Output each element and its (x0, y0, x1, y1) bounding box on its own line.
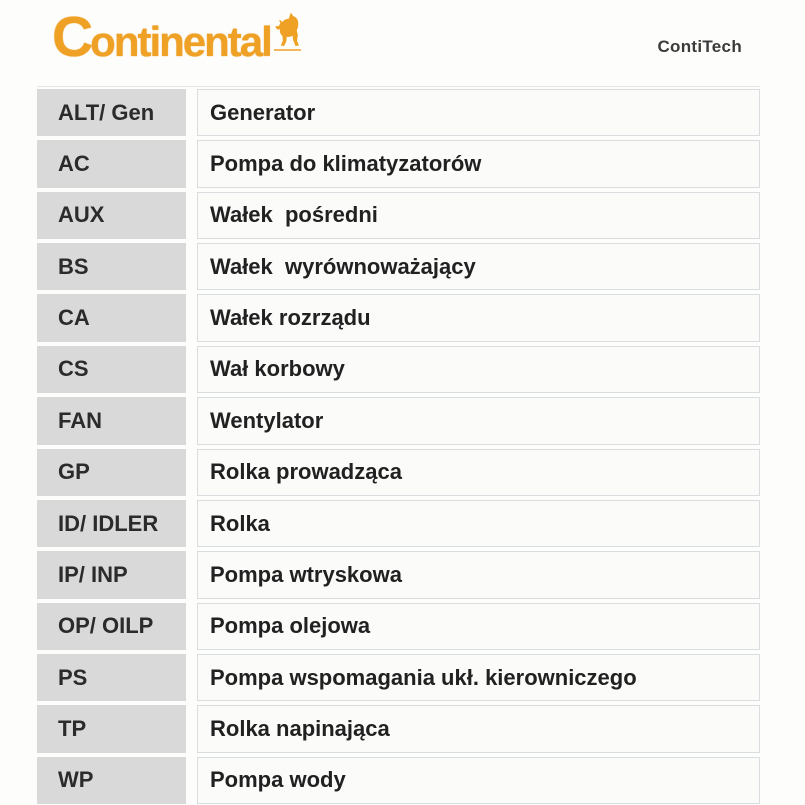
abbr-label: TP (58, 715, 87, 741)
abbr-label: ID/ IDLER (58, 510, 159, 536)
abbr-label: BS (58, 253, 89, 279)
column-gap (186, 654, 197, 701)
table-row (37, 447, 760, 498)
table-row (37, 549, 760, 600)
desc-label: Wałek rozrządu (210, 305, 371, 331)
abbr-cell (37, 346, 186, 393)
desc-cell (197, 397, 760, 444)
desc-cell (197, 243, 760, 290)
table-row (37, 87, 760, 138)
table-row (37, 395, 760, 446)
table-row (37, 138, 760, 189)
column-gap (186, 551, 197, 598)
abbr-label: CS (58, 356, 89, 382)
table-row (37, 755, 760, 805)
abbr-label: AC (58, 151, 90, 177)
table-row (37, 498, 760, 549)
abbr-label: FAN (58, 407, 102, 433)
abbr-cell (37, 140, 186, 187)
desc-cell (197, 294, 760, 341)
abbr-cell (37, 705, 186, 752)
desc-label: Rolka prowadząca (210, 459, 402, 485)
desc-label: Rolka napinająca (210, 715, 390, 741)
desc-cell (197, 603, 760, 650)
abbr-cell (37, 757, 186, 804)
abbr-label: AUX (58, 202, 105, 228)
table-row (37, 241, 760, 292)
table-row (37, 292, 760, 343)
desc-cell (197, 500, 760, 547)
continental-logo-text: Continental (52, 5, 271, 69)
desc-label: Generator (210, 99, 316, 125)
contitech-label: ContiTech (657, 37, 742, 56)
desc-cell (197, 192, 760, 239)
column-gap (186, 603, 197, 650)
desc-label: Pompa wspomagania ukł. kierowniczego (210, 664, 637, 690)
desc-label: Pompa do klimatyzatorów (210, 151, 482, 177)
abbr-cell (37, 551, 186, 598)
column-gap (186, 243, 197, 290)
continental-horse-icon (274, 12, 301, 51)
abbr-cell (37, 243, 186, 290)
abbr-cell (37, 294, 186, 341)
column-gap (186, 140, 197, 187)
abbr-label: OP/ OILP (58, 613, 154, 639)
desc-cell (197, 654, 760, 701)
desc-cell (197, 705, 760, 752)
abbr-cell (37, 89, 186, 136)
abbr-label: CA (58, 305, 90, 331)
abbr-cell (37, 603, 186, 650)
column-gap (186, 500, 197, 547)
desc-label: Wentylator (210, 407, 324, 433)
column-gap (186, 449, 197, 496)
continental-logo (52, 5, 301, 71)
desc-cell (197, 89, 760, 136)
abbr-label: IP/ INP (58, 561, 128, 587)
column-gap (186, 346, 197, 393)
desc-cell (197, 551, 760, 598)
abbr-cell (37, 500, 186, 547)
desc-cell (197, 346, 760, 393)
abbr-label: WP (58, 767, 94, 793)
desc-cell (197, 140, 760, 187)
abbr-cell (37, 654, 186, 701)
table-row (37, 652, 760, 703)
desc-label: Wałek wyrównoważający (210, 253, 476, 279)
abbr-cell (37, 397, 186, 444)
glossary-table (37, 86, 760, 805)
table-row (37, 703, 760, 754)
column-gap (186, 89, 197, 136)
desc-label: Pompa olejowa (210, 613, 371, 639)
column-gap (186, 192, 197, 239)
desc-cell (197, 449, 760, 496)
abbr-cell (37, 192, 186, 239)
column-gap (186, 397, 197, 444)
column-gap (186, 757, 197, 804)
desc-label: Rolka (210, 510, 270, 536)
abbr-label: GP (58, 459, 90, 485)
abbr-label: PS (58, 664, 88, 690)
table-row (37, 190, 760, 241)
abbr-label: ALT/ Gen (58, 99, 155, 125)
table-row (37, 601, 760, 652)
column-gap (186, 294, 197, 341)
desc-label: Pompa wtryskowa (210, 561, 402, 587)
table-row (37, 344, 760, 395)
header (0, 0, 805, 86)
desc-label: Wał korbowy (210, 356, 345, 382)
desc-label: Pompa wody (210, 767, 346, 793)
abbr-cell (37, 449, 186, 496)
desc-cell (197, 757, 760, 804)
column-gap (186, 705, 197, 752)
desc-label: Wałek pośredni (210, 202, 378, 228)
